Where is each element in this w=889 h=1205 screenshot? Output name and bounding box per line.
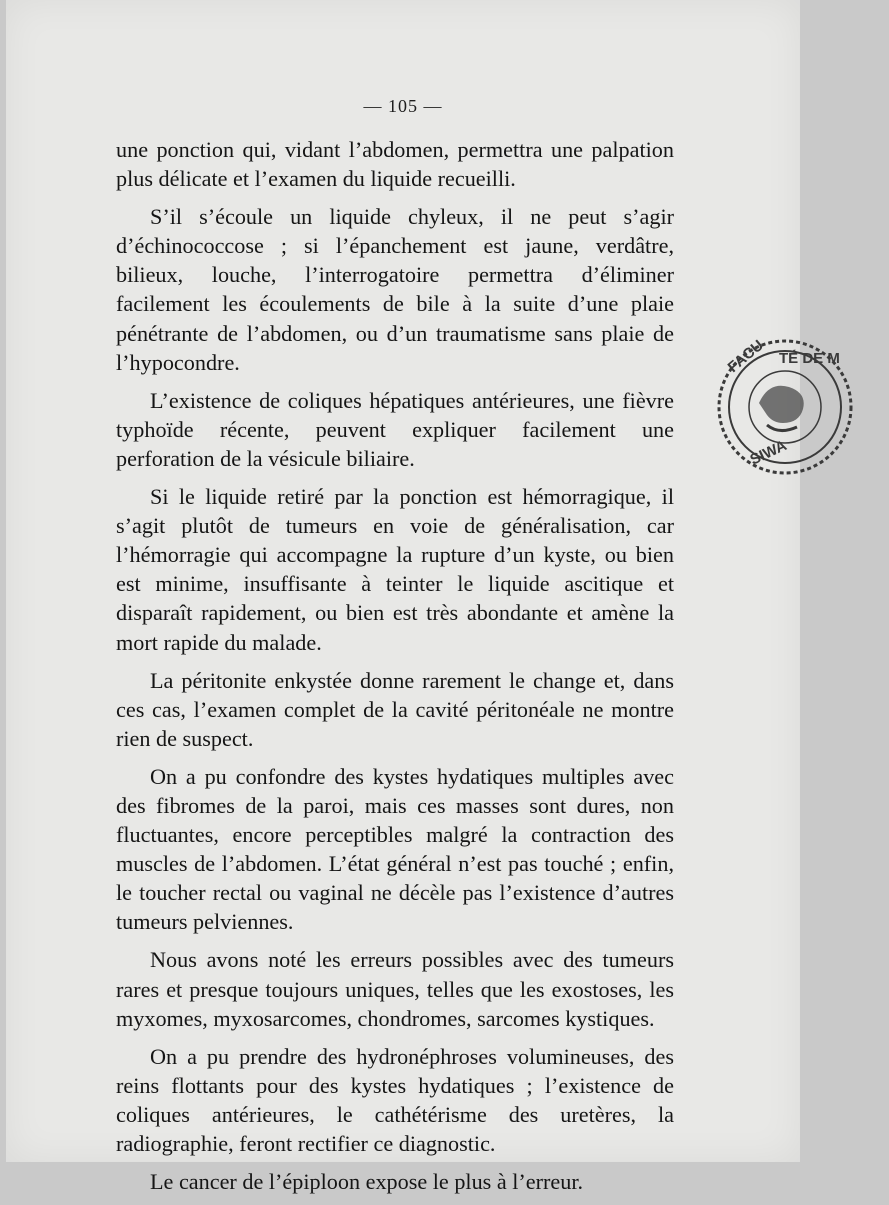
paragraph: La péritonite enkystée donne rarement le change et, dans ces cas, l’examen complet de la cavité péritonéale ne montre rien de suspect.	[116, 667, 674, 751]
paragraph: L’existence de coliques hépatiques antérieures, une fièvre typhoïde récente, peuvent expliquer facilement une perforation de la vésicule biliaire.	[116, 387, 674, 471]
paragraph: S’il s’écoule un liquide chyleux, il ne peut s’agir d’échinococcose ; si l’épanchement est jaune, verdâtre, bilieux, louche, l’interrogatoire permettra d’éliminer facilement les écoulements de bile à la suite d’une plaie pénétrante de l’abdomen, ou d’un traumatisme sans plaie de l’hypocondre.	[116, 204, 674, 375]
page-number: — 105 —	[363, 96, 443, 116]
library-stamp-icon	[709, 333, 840, 481]
paragraph: Le cancer de l’épiploon expose le plus à l’erreur.	[150, 1169, 584, 1195]
paragraph: On a pu prendre des hydronéphroses volumineuses, des reins flottants pour des kystes hydatiques ; l’existence de coliques antérieures, le cathétérisme des uretères, la radiographie, feront rectifier ce diagnostic.	[116, 1043, 674, 1156]
paragraph: Nous avons noté les erreurs possibles avec des tumeurs rares et presque toujours uniques, telles que les exostoses, les myxomes, myxosarcomes, chondromes, sarcomes kystiques.	[116, 947, 674, 1031]
body-text	[116, 135, 674, 1205]
paragraph: une ponction qui, vidant l’abdomen, permettra une palpation plus délicate et l’examen du liquide recueilli.	[116, 137, 674, 192]
svg-text:SIWA: SIWA	[747, 437, 790, 469]
document-page	[6, 0, 840, 1195]
paragraph: Si le liquide retiré par la ponction est hémorragique, il s’agit plutôt de tumeurs en voie de généralisation, car l’hémorragie qui accompagne la rupture d’un kyste, ou bien est minime, insuffisante à teinter le liquide ascitique et disparaît rapidement, ou bien est très abondante et amène la mort rapide du malade.	[116, 484, 674, 655]
paragraph: On a pu confondre des kystes hydatiques multiples avec des fibromes de la paroi, mais ces masses sont dures, non fluctuantes, encore perceptibles malgré la contraction des muscles de l’abdomen. L’état général n’est pas touché ; enfin, le toucher rectal ou vaginal ne décèle pas l’existence d’autres tumeurs pelviennes.	[116, 763, 674, 935]
svg-text:TÉ DE M: TÉ DE M	[779, 350, 840, 367]
svg-text:FACU: FACU	[724, 336, 767, 377]
